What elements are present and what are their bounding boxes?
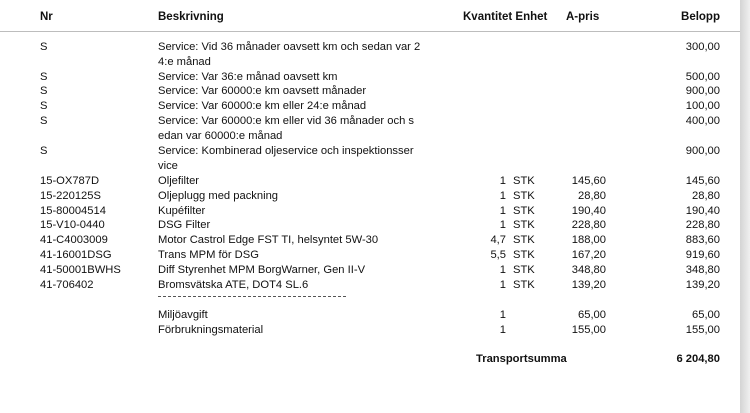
row-nr: S (40, 145, 48, 157)
row-unit: STK (513, 219, 535, 231)
total-value: 6 204,80 (676, 353, 720, 365)
row-nr: 15-OX787D (40, 175, 100, 187)
row-amount: 28,80 (692, 190, 720, 202)
row-quantity: 1 (499, 175, 506, 187)
row-quantity: 1 (499, 324, 506, 336)
row-price: 228,80 (571, 219, 606, 231)
header-apris: A-pris (566, 11, 600, 23)
row-nr: S (40, 85, 48, 97)
row-quantity: 1 (499, 279, 506, 291)
row-nr: 15-220125S (40, 190, 101, 202)
row-nr: S (40, 115, 48, 127)
row-amount: 900,00 (685, 85, 720, 97)
total-label: Transportsumma (476, 353, 567, 365)
row-description: Trans MPM för DSG (158, 249, 259, 261)
row-description: Kupéfilter (158, 205, 206, 217)
row-unit: STK (513, 234, 535, 246)
row-price: 139,20 (571, 279, 606, 291)
row-description: Oljefilter (158, 175, 200, 187)
row-quantity: 1 (499, 190, 506, 202)
row-unit: STK (513, 249, 535, 261)
row-amount: 400,00 (685, 115, 720, 127)
row-price: 145,60 (571, 175, 606, 187)
row-unit: STK (513, 190, 535, 202)
row-unit: STK (513, 279, 535, 291)
row-amount: 300,00 (685, 41, 720, 53)
row-unit: STK (513, 205, 535, 217)
row-amount: 145,60 (685, 175, 720, 187)
row-nr: 41-50001BWHS (40, 264, 121, 276)
row-nr: 41-16001DSG (40, 249, 112, 261)
row-description: Diff Styrenhet MPM BorgWarner, Gen II-V (158, 264, 366, 276)
row-nr: S (40, 100, 48, 112)
row-price: 348,80 (571, 264, 606, 276)
row-amount: 228,80 (685, 219, 720, 231)
row-nr: 15-80004514 (40, 205, 106, 217)
row-amount: 883,60 (685, 234, 720, 246)
row-amount: 919,60 (685, 249, 720, 261)
row-amount: 348,80 (685, 264, 720, 276)
header-nr: Nr (40, 11, 53, 23)
row-description: Oljeplugg med packning (158, 190, 279, 202)
row-price: 65,00 (578, 309, 606, 321)
header-kvantitet-enhet: Kvantitet Enhet (463, 11, 548, 23)
row-description: Miljöavgift (158, 309, 208, 321)
row-amount: 100,00 (685, 100, 720, 112)
row-description: Service: Var 60000:e km oavsett månader (158, 85, 367, 97)
row-price: 28,80 (578, 190, 606, 202)
row-quantity: 1 (499, 219, 506, 231)
row-quantity: 1 (499, 309, 506, 321)
row-amount: 500,00 (685, 71, 720, 83)
row-quantity: 5,5 (490, 249, 506, 261)
row-description: Bromsvätska ATE, DOT4 SL.6 (158, 279, 309, 291)
row-amount: 139,20 (685, 279, 720, 291)
separator-dashes (158, 296, 346, 297)
row-description: DSG Filter (158, 219, 211, 231)
row-description: Service: Var 36:e månad oavsett km (158, 71, 338, 83)
row-unit: STK (513, 175, 535, 187)
row-price: 190,40 (571, 205, 606, 217)
row-amount: 155,00 (685, 324, 720, 336)
row-unit: STK (513, 264, 535, 276)
row-nr: 41-C4003009 (40, 234, 108, 246)
row-quantity: 4,7 (490, 234, 506, 246)
row-amount: 900,00 (685, 145, 720, 157)
row-amount: 190,40 (685, 205, 720, 217)
row-description: Service: Var 60000:e km eller 24:e månad (158, 100, 367, 112)
row-description: Motor Castrol Edge FST TI, helsyntet 5W-30 (158, 234, 379, 246)
row-price: 188,00 (571, 234, 606, 246)
row-quantity: 1 (499, 205, 506, 217)
row-price: 167,20 (571, 249, 606, 261)
row-quantity: 1 (499, 264, 506, 276)
row-description: Förbrukningsmaterial (158, 324, 264, 336)
row-price: 155,00 (571, 324, 606, 336)
row-nr: 15-V10-0440 (40, 219, 105, 231)
row-description: Service: Vid 36 månader oavsett km och sedan var 2 4:e månad (158, 41, 421, 68)
row-nr: S (40, 71, 48, 83)
row-nr: S (40, 41, 48, 53)
row-nr: 41-706402 (40, 279, 94, 291)
header-beskrivning: Beskrivning (158, 11, 224, 23)
page-edge (740, 0, 750, 413)
header-belopp: Belopp (681, 11, 720, 23)
row-amount: 65,00 (692, 309, 720, 321)
row-description: Service: Kombinerad oljeservice och inspektionsser vice (158, 145, 414, 172)
header-divider (0, 31, 740, 32)
row-description: Service: Var 60000:e km eller vid 36 månader och s edan var 60000:e månad (158, 115, 414, 142)
